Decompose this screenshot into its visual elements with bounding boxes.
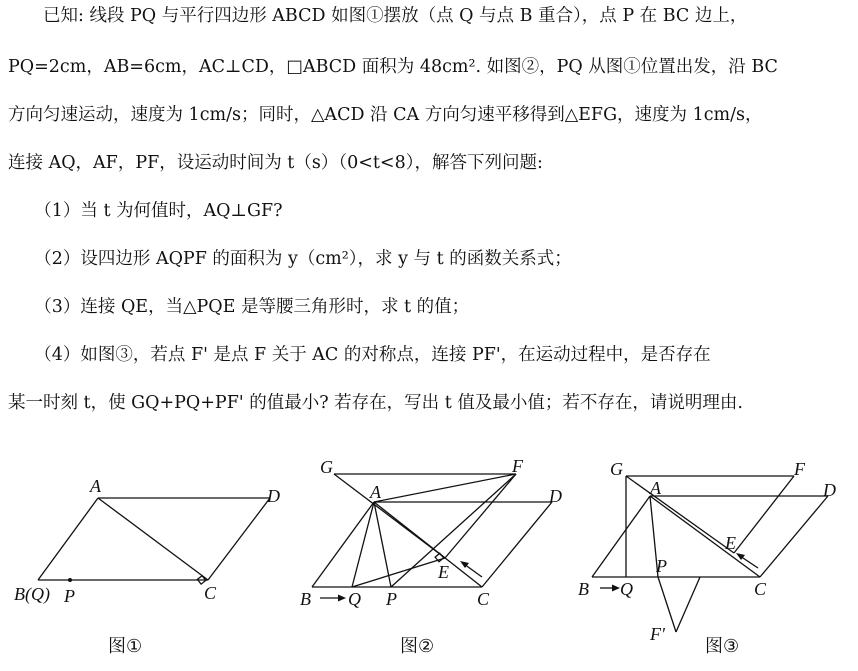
segment-AF	[374, 474, 516, 502]
label-P: P	[656, 556, 667, 576]
question-4: （4）如图③，若点 F' 是点 F 关于 AC 的对称点，连接 PF'，在运动过程中，是否存在	[8, 345, 711, 365]
figure-2-caption: 图②	[400, 636, 435, 657]
label-G: G	[320, 457, 333, 477]
segment-QE	[352, 558, 445, 587]
label-E: E	[725, 533, 736, 553]
label-C: C	[204, 583, 217, 603]
label-F: F	[512, 456, 523, 476]
problem-line-9: 某一时刻 t，使 GQ+PQ+PF' 的值最小? 若存在，写出 t 值及最小值；若不存在，请说明理由.	[8, 393, 743, 413]
label-G: G	[610, 459, 623, 479]
label-D: D	[549, 486, 562, 506]
arrow-head-BQ	[338, 595, 346, 602]
label-A: A	[370, 482, 381, 502]
label-B: B	[300, 589, 311, 609]
segment-AQ	[352, 502, 374, 587]
label-C: C	[754, 579, 767, 599]
label-C: C	[477, 589, 490, 609]
segment-GE	[626, 476, 734, 553]
segment-FE	[445, 474, 516, 558]
segment-BA	[312, 502, 374, 587]
problem-line-4: 连接 AQ，AF，PF，设运动时间为 t（s）（0<t<8），解答下列问题:	[8, 153, 543, 173]
question-3: （3）连接 QE，当△PQE 是等腰三角形时，求 t 的值；	[8, 297, 470, 317]
segment-CD	[482, 502, 552, 587]
label-E: E	[438, 562, 449, 582]
problem-line-3: 方向匀速运动，速度为 1cm/s；同时，△ACD 沿 CA 方向匀速平移得到△EFG，速度为 1cm/s，	[8, 105, 763, 125]
point-P-dot	[68, 578, 72, 582]
segment-GE	[334, 474, 445, 558]
segment-FE	[734, 476, 794, 553]
label-Q: Q	[348, 589, 361, 609]
label-P: P	[386, 589, 397, 609]
segment-F-prime-edge	[676, 577, 700, 632]
label-B: B	[578, 579, 589, 599]
figure-2	[290, 450, 580, 671]
label-A: A	[650, 478, 661, 498]
segment-CD	[208, 498, 270, 580]
question-1: （1）当 t 为何值时，AQ⊥GF?	[8, 201, 283, 221]
label-F: F	[794, 459, 805, 479]
label-P: P	[64, 586, 75, 606]
label-Q: Q	[620, 579, 633, 599]
arrow-head-BQ	[612, 585, 620, 592]
label-F-prime: F'	[650, 624, 665, 644]
segment-AC	[98, 498, 208, 580]
problem-line-1: 已知: 线段 PQ 与平行四边形 ABCD 如图①摆放（点 Q 与点 B 重合），点 P 在 BC 边上，	[8, 6, 748, 26]
question-2: （2）设四边形 AQPF 的面积为 y（cm²），求 y 与 t 的函数关系式；	[8, 249, 572, 269]
segment-CD	[760, 496, 828, 577]
problem-line-2: PQ=2cm，AB=6cm，AC⊥CD，□ABCD 面积为 48cm². 如图②，PQ 从图①位置出发，沿 BC	[8, 57, 778, 77]
figure-1-caption: 图①	[108, 636, 143, 657]
figure-3-caption: 图③	[705, 636, 740, 657]
label-D: D	[823, 480, 836, 500]
label-A: A	[90, 476, 101, 496]
segment-BA	[592, 496, 650, 577]
label-BQ: B(Q)	[14, 584, 50, 604]
label-D: D	[267, 486, 280, 506]
segment-BA	[38, 498, 98, 580]
